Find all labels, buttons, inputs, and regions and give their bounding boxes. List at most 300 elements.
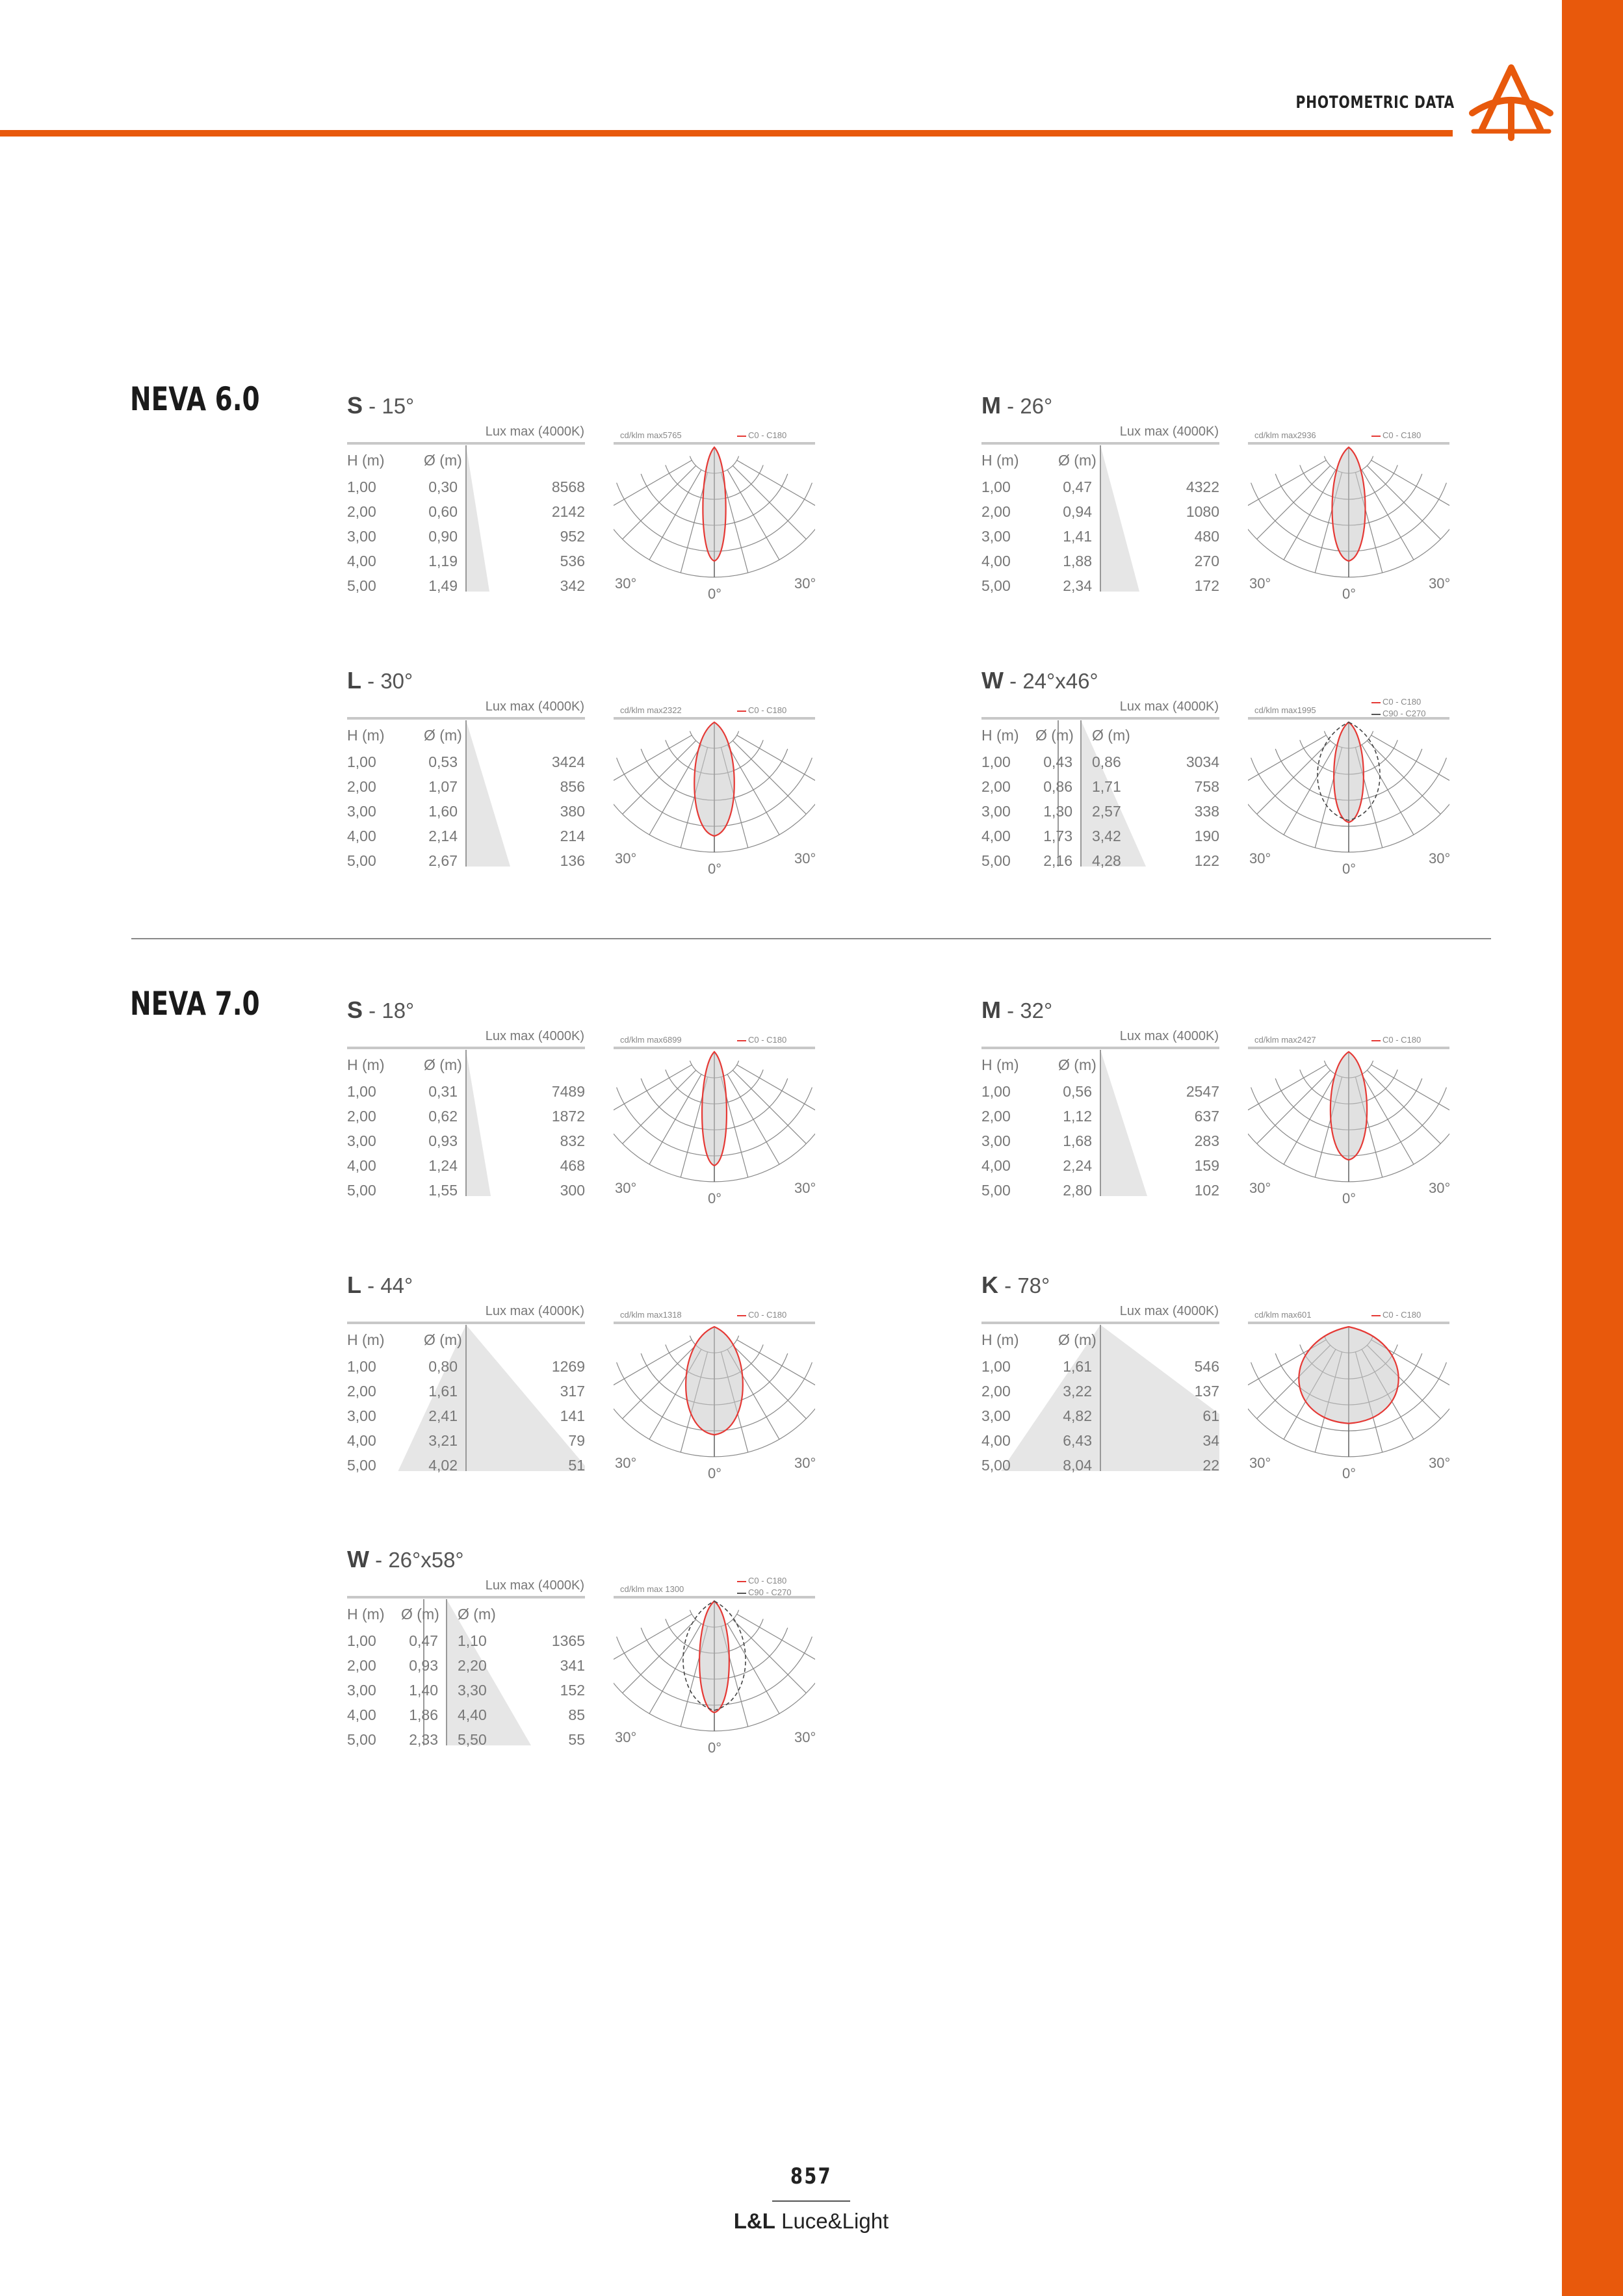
candela-max: max6899 xyxy=(647,1035,682,1045)
lux-max-header: Lux max (4000K) xyxy=(485,1029,584,1043)
lux-value: 79 xyxy=(568,1432,585,1449)
beam-code: M xyxy=(981,997,1001,1023)
wedge-right xyxy=(466,445,489,592)
lux-value: 22 xyxy=(1202,1457,1219,1474)
lux-value: 300 xyxy=(560,1182,585,1199)
diameter-value: 2,24 xyxy=(1063,1157,1092,1174)
candela-label xyxy=(620,1035,682,1045)
diameter-value: 4,02 xyxy=(428,1457,458,1474)
lux-value: 172 xyxy=(1194,577,1219,594)
lux-value: 536 xyxy=(560,553,585,569)
beam-title xyxy=(347,997,414,1024)
candela-label xyxy=(1254,1035,1316,1045)
angle-30-left: 30° xyxy=(1249,1455,1271,1471)
beam-angle: 26°x58° xyxy=(388,1548,464,1572)
height-value: 1,00 xyxy=(347,753,376,770)
height-value: 5,00 xyxy=(981,852,1011,869)
diameter2-value: 3,30 xyxy=(458,1682,487,1699)
height-value: 2,00 xyxy=(981,503,1011,520)
d-header: Ø (m) xyxy=(424,452,462,469)
height-value: 3,00 xyxy=(347,1132,376,1149)
beam-code: M xyxy=(981,392,1001,419)
polar-spoke xyxy=(1362,470,1414,560)
height-value: 5,00 xyxy=(347,1182,376,1199)
legend-red-dash xyxy=(1371,436,1381,437)
beam-angle: 24°x46° xyxy=(1022,669,1098,693)
height-value: 4,00 xyxy=(347,1157,376,1174)
polar-spoke xyxy=(733,465,806,539)
d-header: Ø (m) xyxy=(1035,727,1074,744)
polar-spoke xyxy=(649,745,701,835)
legend-c0-label: C0 - C180 xyxy=(1383,430,1422,440)
wedge-right xyxy=(466,1050,491,1196)
legend-red-dash xyxy=(737,1040,746,1041)
header-rule xyxy=(0,130,1453,137)
legend-grey-dash xyxy=(737,1593,746,1594)
height-value: 3,00 xyxy=(981,528,1011,545)
polar-spoke xyxy=(623,1070,696,1143)
legend-red-dash xyxy=(737,711,746,712)
lux-value: 190 xyxy=(1194,828,1219,844)
diameter-value: 1,88 xyxy=(1063,553,1092,569)
polar-spoke xyxy=(1257,1070,1331,1143)
d-header: Ø (m) xyxy=(424,1331,462,1348)
diameter-value: 1,73 xyxy=(1043,828,1072,844)
lux-value: 136 xyxy=(560,852,585,869)
diameter-value: 4,82 xyxy=(1063,1407,1092,1424)
beam-code: S xyxy=(347,392,363,419)
lux-value: 4322 xyxy=(1186,478,1219,495)
diameter-value: 0,53 xyxy=(428,753,458,770)
polar-diagram xyxy=(1248,444,1449,607)
beam-code: W xyxy=(347,1546,369,1572)
legend-red-dash xyxy=(737,1315,746,1316)
height-value: 2,00 xyxy=(981,1383,1011,1400)
lux-value: 51 xyxy=(568,1457,585,1474)
polar-spoke xyxy=(1284,470,1336,560)
legend-c90 xyxy=(737,1587,791,1597)
polar-spoke xyxy=(727,1075,779,1165)
polar-spoke xyxy=(1257,740,1331,814)
height-value: 4,00 xyxy=(347,553,376,569)
table-header-rule xyxy=(981,442,1219,445)
lux-value: 8568 xyxy=(551,478,585,495)
candela-unit: cd/klm xyxy=(620,430,645,440)
legend-c0 xyxy=(737,1035,786,1045)
h-header: H (m) xyxy=(981,1331,1019,1348)
diameter-value: 1,24 xyxy=(428,1157,458,1174)
height-value: 4,00 xyxy=(347,1432,376,1449)
polar-spoke xyxy=(649,470,701,560)
lux-value: 85 xyxy=(568,1706,585,1723)
h-header: H (m) xyxy=(981,452,1019,469)
h-header: H (m) xyxy=(347,727,385,744)
lux-max-header: Lux max (4000K) xyxy=(1119,699,1219,714)
light-distribution-c0 xyxy=(699,1601,729,1713)
height-value: 2,00 xyxy=(347,1657,376,1674)
beam-code: L xyxy=(347,1272,361,1298)
angle-0: 0° xyxy=(708,1465,722,1481)
candela-unit: cd/klm xyxy=(620,705,645,715)
height-value: 4,00 xyxy=(347,828,376,844)
lux-value: 159 xyxy=(1194,1157,1219,1174)
beam-code: S xyxy=(347,997,363,1023)
angle-0: 0° xyxy=(1342,1465,1357,1481)
h-header: H (m) xyxy=(347,1606,385,1623)
candela-unit: cd/klm xyxy=(1254,705,1279,715)
diameter-value: 0,86 xyxy=(1043,778,1072,795)
table-header-rule xyxy=(981,1047,1219,1049)
table-header-rule xyxy=(981,1322,1219,1324)
h-header: H (m) xyxy=(347,452,385,469)
height-value: 2,00 xyxy=(347,1108,376,1125)
candela-label xyxy=(620,430,682,440)
diameter-value: 2,14 xyxy=(428,828,458,844)
angle-30-left: 30° xyxy=(615,575,637,592)
polar-spoke xyxy=(1284,745,1336,835)
polar-spoke xyxy=(733,1345,806,1418)
lux-value: 832 xyxy=(560,1132,585,1149)
lux-value: 1872 xyxy=(551,1108,585,1125)
photometric-panel xyxy=(981,392,1449,607)
diameter-value: 1,86 xyxy=(409,1706,438,1723)
height-value: 4,00 xyxy=(981,828,1011,844)
diameter-value: 1,30 xyxy=(1043,803,1072,820)
table-header-rule xyxy=(347,717,585,720)
diameter2-value: 2,20 xyxy=(458,1657,487,1674)
beam-angle: 18° xyxy=(382,998,415,1023)
brand-bold: L&L xyxy=(733,2209,775,2233)
candela-label xyxy=(620,705,682,715)
polar-diagram xyxy=(614,1049,815,1211)
diameter-value: 3,21 xyxy=(428,1432,458,1449)
height-value: 4,00 xyxy=(347,1706,376,1723)
candela-label xyxy=(620,1310,682,1320)
legend-c0 xyxy=(1371,697,1421,707)
beam-angle: 15° xyxy=(382,394,415,418)
diameter-value: 0,56 xyxy=(1063,1083,1092,1100)
angle-0: 0° xyxy=(708,1740,722,1756)
diameter-value: 0,62 xyxy=(428,1108,458,1125)
diameter-value: 8,04 xyxy=(1063,1457,1092,1474)
d-header: Ø (m) xyxy=(401,1606,439,1623)
candela-unit: cd/klm xyxy=(1254,1310,1279,1320)
legend-c0 xyxy=(1371,1035,1421,1045)
height-value: 1,00 xyxy=(347,1358,376,1375)
polar-spoke xyxy=(1367,465,1440,539)
polar-diagram xyxy=(1248,1049,1449,1211)
diameter-value: 0,31 xyxy=(428,1083,458,1100)
angle-30-right: 30° xyxy=(1429,1455,1451,1471)
legend-c90-label: C90 - C270 xyxy=(1383,709,1426,718)
beam-separator: - xyxy=(363,998,382,1023)
height-value: 2,00 xyxy=(347,778,376,795)
angle-30-right: 30° xyxy=(794,1455,816,1471)
angle-30-left: 30° xyxy=(615,1729,637,1745)
angle-30-right: 30° xyxy=(794,575,816,592)
angle-30-right: 30° xyxy=(1429,850,1451,867)
angle-30-left: 30° xyxy=(1249,1180,1271,1196)
beam-separator: - xyxy=(369,1548,389,1572)
angle-30-left: 30° xyxy=(615,1180,637,1196)
diameter-value: 1,19 xyxy=(428,553,458,569)
page-number: 857 xyxy=(790,2163,832,2189)
beam-code: L xyxy=(347,667,361,694)
diameter2-value: 5,50 xyxy=(458,1731,487,1748)
page-number-rule xyxy=(772,2200,850,2202)
polar-diagram xyxy=(614,719,815,881)
polar-diagram xyxy=(614,1598,815,1760)
photometric-panel xyxy=(347,997,815,1211)
photometric-panel xyxy=(347,392,815,607)
polar-spoke xyxy=(623,1619,696,1693)
lux-value: 1080 xyxy=(1186,503,1219,520)
angle-30-right: 30° xyxy=(794,1180,816,1196)
legend-c0 xyxy=(737,1576,786,1585)
diameter-value: 0,47 xyxy=(1063,478,1092,495)
height-value: 3,00 xyxy=(347,528,376,545)
d-header: Ø (m) xyxy=(1058,1056,1097,1073)
candela-max: max1995 xyxy=(1281,705,1316,715)
legend-red-dash xyxy=(1371,1315,1381,1316)
lux-max-header: Lux max (4000K) xyxy=(485,424,584,439)
diameter-value: 0,47 xyxy=(409,1632,438,1649)
angle-0: 0° xyxy=(1342,1190,1357,1207)
lux-value: 341 xyxy=(560,1657,585,1674)
lux-value: 34 xyxy=(1202,1432,1219,1449)
table-header-rule xyxy=(981,717,1219,720)
candela-max: max2936 xyxy=(1281,430,1316,440)
diameter-value: 1,61 xyxy=(1063,1358,1092,1375)
beam-separator: - xyxy=(1001,998,1020,1023)
diameter-value: 2,33 xyxy=(409,1731,438,1748)
height-value: 3,00 xyxy=(981,1407,1011,1424)
height-value: 4,00 xyxy=(981,1157,1011,1174)
beam-angle: 26° xyxy=(1020,394,1053,418)
diameter-value: 2,34 xyxy=(1063,577,1092,594)
beam-separator: - xyxy=(361,1273,381,1298)
candela-max: max5765 xyxy=(647,430,682,440)
diameter2-value: 4,28 xyxy=(1092,852,1121,869)
diameter-value: 0,90 xyxy=(428,528,458,545)
light-distribution-c0 xyxy=(1332,447,1366,561)
diameter-value: 0,30 xyxy=(428,478,458,495)
diameter-value: 6,43 xyxy=(1063,1432,1092,1449)
lux-value: 758 xyxy=(1194,778,1219,795)
polar-spoke xyxy=(623,465,696,539)
legend-c0-label: C0 - C180 xyxy=(748,1576,787,1585)
candela-max: max2427 xyxy=(1281,1035,1316,1045)
legend-c0 xyxy=(737,705,786,715)
photometric-panel xyxy=(981,997,1449,1211)
beam-title xyxy=(347,392,414,419)
height-value: 2,00 xyxy=(347,503,376,520)
diameter-value: 1,41 xyxy=(1063,528,1092,545)
polar-spoke xyxy=(727,470,779,560)
height-value: 3,00 xyxy=(981,803,1011,820)
polar-spoke xyxy=(623,1345,696,1418)
legend-c0 xyxy=(1371,430,1421,440)
beam-separator: - xyxy=(1001,394,1020,418)
lux-max-header: Lux max (4000K) xyxy=(485,699,584,714)
beam-angle: 78° xyxy=(1017,1273,1050,1298)
angle-30-left: 30° xyxy=(615,1455,637,1471)
lux-value: 152 xyxy=(560,1682,585,1699)
candela-unit: cd/klm xyxy=(620,1310,645,1320)
beam-title xyxy=(981,997,1052,1024)
polar-spoke xyxy=(727,745,779,835)
diameter-value: 1,60 xyxy=(428,803,458,820)
beam-separator: - xyxy=(998,1273,1018,1298)
lux-value: 137 xyxy=(1194,1383,1219,1400)
d-header: Ø (m) xyxy=(1058,452,1097,469)
polar-diagram xyxy=(614,1324,815,1486)
d2-header: Ø (m) xyxy=(458,1606,496,1623)
polar-diagram xyxy=(614,444,815,607)
h-header: H (m) xyxy=(347,1056,385,1073)
lux-value: 2547 xyxy=(1186,1083,1219,1100)
angle-30-right: 30° xyxy=(1429,1180,1451,1196)
angle-30-right: 30° xyxy=(794,850,816,867)
height-value: 2,00 xyxy=(981,778,1011,795)
legend-c90 xyxy=(1371,709,1425,718)
height-value: 3,00 xyxy=(981,1132,1011,1149)
polar-spoke xyxy=(1257,465,1331,539)
legend-c0 xyxy=(1371,1310,1421,1320)
diameter-value: 0,93 xyxy=(409,1657,438,1674)
section-title-neva-7: NEVA 7.0 xyxy=(130,985,260,1023)
lux-value: 338 xyxy=(1194,803,1219,820)
height-value: 3,00 xyxy=(347,803,376,820)
height-value: 2,00 xyxy=(981,1108,1011,1125)
lux-max-header: Lux max (4000K) xyxy=(485,1304,584,1318)
page-title: PHOTOMETRIC DATA xyxy=(1295,93,1455,112)
height-value: 1,00 xyxy=(347,478,376,495)
lux-value: 55 xyxy=(568,1731,585,1748)
beam-code: K xyxy=(981,1272,998,1298)
photometric-panel xyxy=(347,1546,815,1760)
polar-spoke xyxy=(733,1619,806,1693)
height-value: 1,00 xyxy=(981,1083,1011,1100)
candela-unit: cd/klm xyxy=(1254,1035,1279,1045)
height-value: 1,00 xyxy=(981,478,1011,495)
wedge-right xyxy=(466,720,510,867)
light-distribution-c0 xyxy=(1331,1052,1367,1160)
legend-c0-label: C0 - C180 xyxy=(748,1310,787,1320)
angle-30-right: 30° xyxy=(1429,575,1451,592)
angle-30-left: 30° xyxy=(1249,575,1271,592)
height-value: 5,00 xyxy=(347,577,376,594)
height-value: 1,00 xyxy=(981,1358,1011,1375)
candela-unit: cd/klm xyxy=(620,1584,645,1594)
polar-spoke xyxy=(1284,1075,1336,1165)
photometric-panel xyxy=(981,1272,1449,1486)
candela-label xyxy=(1254,430,1316,440)
angle-0: 0° xyxy=(708,586,722,602)
lux-value: 468 xyxy=(560,1157,585,1174)
beam-separator: - xyxy=(363,394,382,418)
lux-value: 637 xyxy=(1194,1108,1219,1125)
height-value: 5,00 xyxy=(981,1182,1011,1199)
legend-c90-label: C90 - C270 xyxy=(748,1587,792,1597)
lux-value: 141 xyxy=(560,1407,585,1424)
lux-value: 3034 xyxy=(1186,753,1219,770)
lux-value: 270 xyxy=(1194,553,1219,569)
table-header-rule xyxy=(347,1322,585,1324)
angle-30-right: 30° xyxy=(794,1729,816,1745)
lux-value: 317 xyxy=(560,1383,585,1400)
diameter-value: 1,68 xyxy=(1063,1132,1092,1149)
polar-spoke xyxy=(733,740,806,814)
polar-spoke xyxy=(727,1624,779,1714)
lux-max-header: Lux max (4000K) xyxy=(485,1578,584,1593)
legend-c0-label: C0 - C180 xyxy=(748,1035,787,1045)
lux-value: 546 xyxy=(1194,1358,1219,1375)
diameter-value: 1,49 xyxy=(428,577,458,594)
section-divider xyxy=(131,938,1491,939)
diameter-value: 1,61 xyxy=(428,1383,458,1400)
candela-label xyxy=(620,1584,684,1594)
beam-code: W xyxy=(981,667,1004,694)
table-header-rule xyxy=(347,1047,585,1049)
candela-unit: cd/klm xyxy=(1254,430,1279,440)
h-header: H (m) xyxy=(981,727,1019,744)
light-distribution-c0 xyxy=(694,722,734,836)
lux-value: 122 xyxy=(1194,852,1219,869)
light-distribution-c0 xyxy=(702,1052,727,1166)
polar-spoke xyxy=(733,1070,806,1143)
diameter-value: 1,07 xyxy=(428,778,458,795)
legend-red-dash xyxy=(1371,702,1381,703)
height-value: 3,00 xyxy=(347,1682,376,1699)
orange-sidebar xyxy=(1562,0,1623,2296)
d2-header: Ø (m) xyxy=(1092,727,1130,744)
legend-red-dash xyxy=(737,436,746,437)
light-distribution-c0 xyxy=(703,447,725,561)
diameter-value: 3,22 xyxy=(1063,1383,1092,1400)
height-value: 4,00 xyxy=(981,553,1011,569)
angle-30-left: 30° xyxy=(1249,850,1271,867)
angle-0: 0° xyxy=(708,861,722,877)
diameter2-value: 3,42 xyxy=(1092,828,1121,844)
diameter-value: 1,40 xyxy=(409,1682,438,1699)
legend-c0-label: C0 - C180 xyxy=(748,705,787,715)
angle-0: 0° xyxy=(708,1190,722,1207)
legend-grey-dash xyxy=(1371,714,1381,715)
height-value: 3,00 xyxy=(347,1407,376,1424)
beam-title xyxy=(981,392,1052,419)
candela-max: max2322 xyxy=(647,705,682,715)
d-header: Ø (m) xyxy=(1058,1331,1097,1348)
beam-angle: 32° xyxy=(1020,998,1053,1023)
section-title-neva-6: NEVA 6.0 xyxy=(130,380,260,418)
height-value: 5,00 xyxy=(981,1457,1011,1474)
wedge-right xyxy=(1100,445,1139,592)
lux-value: 214 xyxy=(560,828,585,844)
beam-title xyxy=(347,667,413,694)
light-distribution-c0 xyxy=(1299,1327,1398,1424)
polar-spoke xyxy=(1362,1075,1414,1165)
diameter-value: 2,67 xyxy=(428,852,458,869)
legend-c0-label: C0 - C180 xyxy=(1383,1310,1422,1320)
lux-value: 380 xyxy=(560,803,585,820)
candela-max: max601 xyxy=(1281,1310,1312,1320)
candela-max: max1318 xyxy=(647,1310,682,1320)
legend-red-dash xyxy=(1371,1040,1381,1041)
candela-label xyxy=(1254,705,1316,715)
diameter-value: 0,94 xyxy=(1063,503,1092,520)
lux-value: 480 xyxy=(1194,528,1219,545)
